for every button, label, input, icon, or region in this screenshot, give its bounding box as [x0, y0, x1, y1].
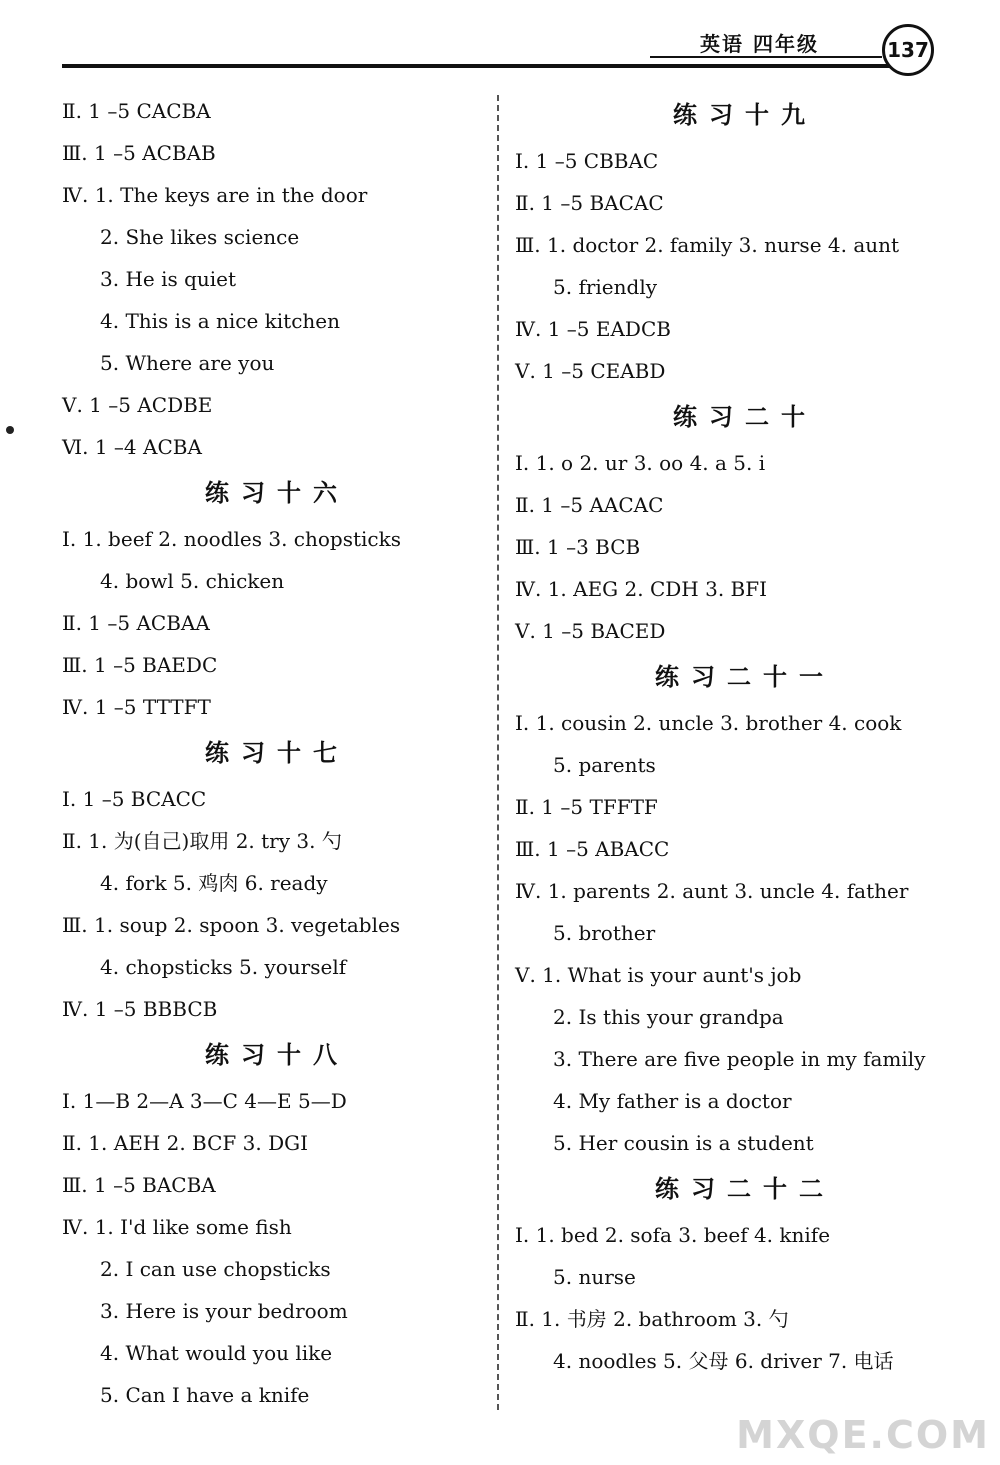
answer-line: Ⅰ. 1 –5 BCACC: [62, 787, 207, 811]
answer-line: Ⅱ. 1. AEH 2. BCF 3. DGI: [62, 1131, 308, 1155]
answer-line: Ⅴ. 1. What is your aunt's job: [515, 963, 802, 987]
answer-line: Ⅱ. 1 –5 BACAC: [515, 191, 664, 215]
answer-line: Ⅴ. 1 –5 BACED: [515, 619, 666, 643]
answer-subline: 2. Is this your grandpa: [553, 1005, 784, 1029]
answer-line: Ⅲ. 1 –5 BACBA: [62, 1173, 216, 1197]
answer-subline: 4. chopsticks 5. yourself: [100, 955, 347, 979]
answer-line: Ⅵ. 1 –4 ACBA: [62, 435, 202, 459]
answer-subline: 4. noodles 5. 父母 6. driver 7. 电话: [553, 1349, 894, 1373]
answer-line: Ⅳ. 1. The keys are in the door: [62, 183, 368, 207]
answer-subline: 5. Where are you: [100, 351, 275, 375]
column-divider: [497, 95, 499, 1410]
answer-subline: 5. friendly: [553, 275, 658, 299]
header-thick-rule: [62, 64, 892, 68]
answer-line: Ⅰ. 1. beef 2. noodles 3. chopsticks: [62, 527, 401, 551]
answer-line: Ⅱ. 1. 为(自己)取用 2. try 3. 勺: [62, 829, 342, 853]
page-header: [0, 0, 1000, 80]
section-title: 练习十九: [673, 100, 817, 129]
margin-dot: [6, 426, 14, 434]
answer-subline: 5. parents: [553, 753, 656, 777]
answer-subline: 2. She likes science: [100, 225, 300, 249]
answer-subline: 5. Her cousin is a student: [553, 1131, 814, 1155]
section-title: 练习十六: [205, 478, 349, 507]
site-watermark: MXQE.COM: [736, 1413, 990, 1457]
answer-subline: 5. Can I have a knife: [100, 1383, 310, 1407]
answer-subline: 3. There are five people in my family: [553, 1047, 926, 1071]
answer-subline: 5. brother: [553, 921, 656, 945]
answer-line: Ⅱ. 1 –5 TFFTF: [515, 795, 658, 819]
answer-line: Ⅰ. 1—B 2—A 3—C 4—E 5—D: [62, 1089, 347, 1113]
answer-line: Ⅴ. 1 –5 CEABD: [515, 359, 666, 383]
answer-line: Ⅱ. 1 –5 ACBAA: [62, 611, 210, 635]
answer-line: Ⅴ. 1 –5 ACDBE: [62, 393, 213, 417]
answer-subline: 4. fork 5. 鸡肉 6. ready: [100, 871, 328, 895]
answer-subline: 4. bowl 5. chicken: [100, 569, 285, 593]
answer-line: Ⅱ. 1. 书房 2. bathroom 3. 勺: [515, 1307, 789, 1331]
answer-line: Ⅲ. 1 –5 ACBAB: [62, 141, 216, 165]
left-answer-column: [62, 90, 492, 1416]
answer-subline: 3. He is quiet: [100, 267, 237, 291]
section-title: 练习十七: [205, 738, 349, 767]
answer-subline: 5. nurse: [553, 1265, 636, 1289]
answer-subline: 4. This is a nice kitchen: [100, 309, 340, 333]
answer-line: Ⅰ. 1. bed 2. sofa 3. beef 4. knife: [515, 1223, 831, 1247]
answer-line: Ⅲ. 1 –5 BAEDC: [62, 653, 218, 677]
answer-line: Ⅲ. 1. doctor 2. family 3. nurse 4. aunt: [515, 233, 900, 257]
answer-line: Ⅳ. 1 –5 EADCB: [515, 317, 671, 341]
answer-line: Ⅳ. 1 –5 BBBCB: [62, 997, 218, 1021]
answer-line: Ⅲ. 1 –5 ABACC: [515, 837, 670, 861]
answer-line: Ⅲ. 1 –3 BCB: [515, 535, 641, 559]
answer-subline: 3. Here is your bedroom: [100, 1299, 348, 1323]
answer-line: Ⅳ. 1. parents 2. aunt 3. uncle 4. father: [515, 879, 909, 903]
answer-line: Ⅰ. 1 –5 CBBAC: [515, 149, 659, 173]
page-number-badge: 137: [882, 24, 934, 76]
answer-line: Ⅱ. 1 –5 AACAC: [515, 493, 664, 517]
answer-line: Ⅳ. 1. I'd like some fish: [62, 1215, 292, 1239]
header-thin-rule: [650, 56, 882, 58]
section-title: 练习二十一: [655, 662, 835, 691]
answer-subline: 4. What would you like: [100, 1341, 333, 1365]
answer-line: Ⅲ. 1. soup 2. spoon 3. vegetables: [62, 913, 401, 937]
answer-line: Ⅰ. 1. cousin 2. uncle 3. brother 4. cook: [515, 711, 902, 735]
answer-line: Ⅳ. 1. AEG 2. CDH 3. BFI: [515, 577, 768, 601]
section-title: 练习二十: [673, 402, 817, 431]
subject-grade-title: 英语 四年级: [700, 32, 819, 56]
answer-line: Ⅳ. 1 –5 TTTFT: [62, 695, 211, 719]
answer-line: Ⅱ. 1 –5 CACBA: [62, 99, 211, 123]
section-title: 练习二十二: [655, 1174, 835, 1203]
answer-subline: 4. My father is a doctor: [553, 1089, 792, 1113]
section-title: 练习十八: [205, 1040, 349, 1069]
answer-line: Ⅰ. 1. o 2. ur 3. oo 4. a 5. i: [515, 451, 766, 475]
answer-subline: 2. I can use chopsticks: [100, 1257, 331, 1281]
right-answer-column: [515, 90, 975, 1382]
